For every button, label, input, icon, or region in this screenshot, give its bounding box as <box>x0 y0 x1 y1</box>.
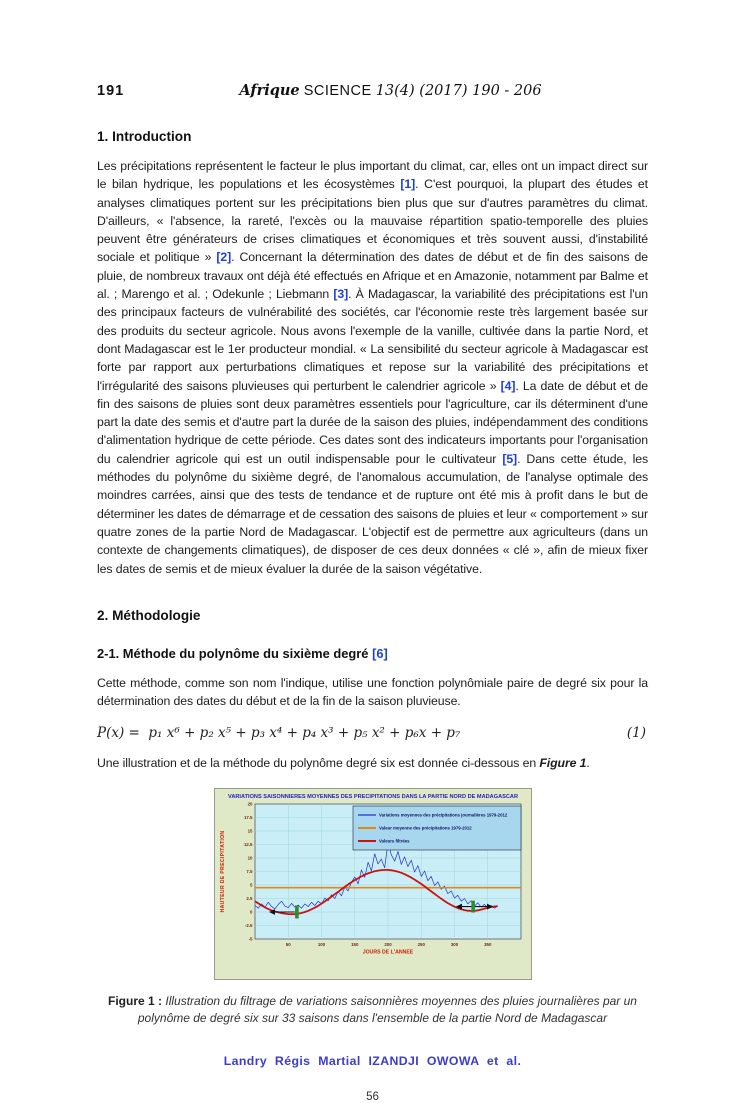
illustration-line <box>97 754 648 772</box>
svg-text:300: 300 <box>450 941 458 947</box>
figure1-chart <box>215 789 531 979</box>
citation-ref: [5] <box>502 451 518 466</box>
svg-text:Variations moyennes des précip: Variations moyennes des précipitations journalières 1979-2012 <box>378 812 507 818</box>
figure1-caption-text: Illustration du filtrage de variations saisonnières moyennes des pluies journalières par un polynôme de degré six sur 33 saisons dans l'ensemble de la partie Nord de Madagascar <box>137 993 637 1026</box>
page-number-bottom: 56 <box>366 1090 379 1103</box>
illustration-text-before: Une illustration et de la méthode du polynôme degré six est donnée ci-dessous en <box>97 756 540 771</box>
citation-ref: [3] <box>333 287 349 302</box>
equation-number: (1) <box>626 725 646 742</box>
svg-text:JOURS DE L'ANNEE: JOURS DE L'ANNEE <box>362 949 413 956</box>
page-number-top: 191 <box>97 83 125 99</box>
citation-ref: [6] <box>372 645 388 661</box>
section-heading-methodology: 2. Méthodologie <box>97 607 201 623</box>
svg-text:-5: -5 <box>248 936 252 942</box>
equation-row <box>97 725 648 741</box>
section-heading-introduction: 1. Introduction <box>97 129 192 144</box>
svg-text:200: 200 <box>383 941 392 947</box>
svg-text:0: 0 <box>249 909 252 915</box>
illustration-text-after: . <box>586 756 590 771</box>
figure1-caption-label: Figure 1 : <box>108 993 163 1008</box>
svg-text:15: 15 <box>247 828 252 834</box>
equation: P(x) = p₁ x⁶ + p₂ x⁵ + p₃ x⁴ + p₄ x³ + p₅ x² + p₆x + p₇ <box>97 725 461 742</box>
citation-ref: [1] <box>400 177 416 192</box>
svg-text:Valeurs filtrées: Valeurs filtrées <box>378 838 410 844</box>
svg-text:20: 20 <box>247 801 252 807</box>
figure-reference: Figure 1 <box>539 756 587 771</box>
citation-ref: [4] <box>500 378 516 393</box>
svg-text:5: 5 <box>249 882 252 888</box>
svg-text:17.5: 17.5 <box>243 814 252 820</box>
svg-text:50: 50 <box>285 941 291 947</box>
page-header <box>97 82 648 99</box>
svg-text:12.5: 12.5 <box>243 841 252 847</box>
intro-paragraph: Les précipitations représentent le facteur le plus important du climat, car, elles ont un impact direct sur le bilan hydrique, les populations et les écosystèmes [1]. C'est pourquoi, la plupart des études et analyses climatiques portent sur les précipitations bien plus que sur d'autres paramètres du climat. D'ailleurs, « l'absence, la rareté, l'excès ou la mauvaise répartition spatio-temporelle des pluies peuvent être générateurs de crises climatiques et économiques et très souvent aussi, d'instabilité sociale et politique » [2]. Concernant la détermination des dates de début et de fin des saisons de pluie, de nombreux travaux ont déjà été effectués en Afrique et en Amazonie, notamment par Balme et al. ; Marengo et al. ; Odekunle ; Liebmann [3]. À Madagascar, la variabilité des précipitations est l'un des principaux facteurs de vulnérabilité des sociétés, car l'économie reste très largement basée sur des produits du secteur agricole. Nous avons l'exemple de la vanille, cultivée dans la partie Nord, et dont Madagascar est le 1er producteur mondial. « La sensibilité du secteur agricole à Madagascar est forte par rapport aux perturbations climatiques et repose sur la variabilité des précipitations et l'irrégularité des saisons pluvieuses qui perturbent le calendrier agricole » [4]. La date de début et de fin des saisons de pluies sont deux paramètres essentiels pour l'agriculture, car ils déterminent d'une part la date des semis et d'autre part la durée de la saison des pluies, indépendamment des conditions d'alimentation hydrique de cette période. Ces dates sont des indicateurs importants pour l'organisation du calendrier agricole qui est un outil indispensable pour le cultivateur [5]. Dans cette étude, les méthodes du polynôme du sixième degré, de l'anomalous accumulation, de l'analyse optimale des moindres carrées, ainsi que des tests de tendance et de rupture ont été mis à profit dans le but de déterminer les dates de démarrage et de cessation des saisons de pluies et leur « comportement » sur quatre zones de la partie Nord de Madagascar. L'objectif est de permettre aux agriculteurs (dans un contexte de changements climatiques), de disposer de ces deux données « clé », afin de mieux fixer les dates de semis et de mieux évaluer la durée de la saison végétative. <box>97 159 648 576</box>
figure1 <box>214 788 532 980</box>
footer-authors: Landry Régis Martial IZANDJI OWOWA et al. <box>223 1053 522 1068</box>
svg-text:150: 150 <box>350 941 358 947</box>
svg-text:-2.5: -2.5 <box>244 922 252 928</box>
citation-ref: [2] <box>216 250 232 265</box>
svg-text:2.5: 2.5 <box>245 895 252 901</box>
journal-title <box>167 82 614 99</box>
journal-caps: SCIENCE <box>303 83 372 99</box>
figure1-caption <box>99 993 647 1028</box>
journal-name: Afrique <box>239 82 300 99</box>
svg-text:7.5: 7.5 <box>245 868 252 874</box>
method-paragraph: Cette méthode, comme son nom l'indique, utilise une fonction polynômiale paire de degré six pour la détermination des dates du début et de la fin de la saison pluvieuse. <box>97 675 648 709</box>
svg-text:350: 350 <box>483 941 491 947</box>
svg-text:Valeur moyenne des précipitati: Valeur moyenne des précipitations 1979-2012 <box>378 825 472 831</box>
subsection-heading-polynomial: 2-1. Méthode du polynôme du sixième degré [6] <box>97 645 388 661</box>
journal-issue: 13(4) (2017) 190 - 206 <box>375 83 542 99</box>
svg-text:250: 250 <box>417 941 425 947</box>
svg-text:HAUTEUR DE PRECIPITATION: HAUTEUR DE PRECIPITATION <box>219 830 226 913</box>
svg-text:100: 100 <box>317 941 325 947</box>
svg-text:10: 10 <box>247 855 252 861</box>
svg-text:VARIATIONS SAISONNIERES MOYENN: VARIATIONS SAISONNIERES MOYENNES DES PRECIPITATIONS DANS LA PARTIE NORD DE MADAGASCAR <box>227 793 518 800</box>
